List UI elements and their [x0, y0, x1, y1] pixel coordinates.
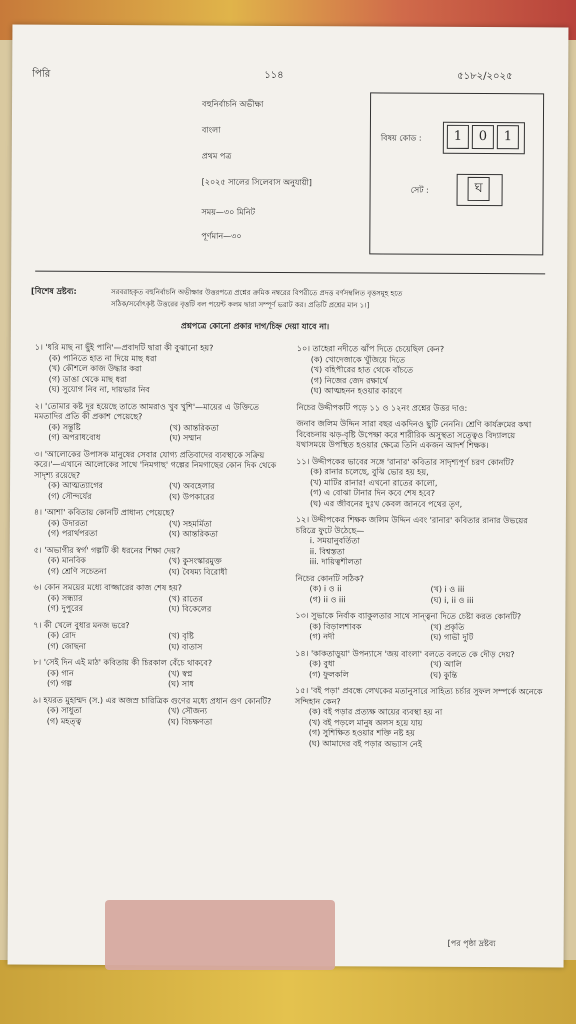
question	[296, 457, 546, 511]
answer-option: (ক) সন্তুষ্টি	[48, 422, 81, 432]
answer-option: ii. বিশ্বস্ততা	[309, 546, 345, 556]
question	[295, 686, 545, 750]
question	[33, 658, 283, 691]
answer-option: (খ) রাতের	[168, 593, 203, 604]
instruction-line-2: সঠিক/সর্বোৎকৃষ্ট উত্তরের বৃত্তটি বল পয়েন্ট কলম দ্বারা সম্পূর্ণ ভরাট কর। প্রতিটি প্রশ্নের মান ১।]	[110, 300, 370, 310]
answer-option: (ঘ) গাভী দুটি	[430, 632, 474, 642]
subject-code-digit: 1	[447, 125, 469, 149]
option-list	[295, 707, 545, 750]
answer-option: (ক) রানার চলেছে, বুঝি ভোর হয় হয়,	[310, 467, 429, 477]
subject-name: বাংলা	[201, 125, 221, 135]
answer-option: (খ) মাটির রানার! এখনো রাতের কালো,	[310, 477, 438, 488]
answer-option: (ক) পানিতে হাত না দিয়ে মাছ ধরা	[48, 353, 157, 363]
answer-option: (গ) এ বোঝা টানার দিন কবে শেষ হবে?	[309, 488, 436, 498]
answer-option: (ঘ) কুন্তি	[430, 670, 458, 680]
divider	[35, 271, 545, 275]
question-stem: ৬। কোন সময়ের মধ্যে বাজ্জারের কাজ শেষ হয়?	[33, 582, 182, 593]
question-stem: ৯। হযরত মুহাম্মদ (স.) এর অজস্র চারিত্রিক গুণের মধ্যে প্রধান গুণ কোনটি?	[32, 695, 272, 706]
answer-option: (ঘ) সাধ	[167, 679, 194, 689]
answer-option: (ঘ) বিচক্ষণতা	[167, 716, 213, 727]
answer-option: (গ) নিজের জেদ রক্ষার্থে	[310, 375, 388, 386]
question	[34, 545, 284, 578]
question-paper	[8, 25, 569, 968]
answer-option: (গ) পরার্থপরতা	[47, 528, 98, 539]
option-list	[35, 353, 285, 396]
redacted-area	[105, 900, 335, 970]
question	[296, 419, 546, 452]
question-stem: ৪। 'আশা' কবিতায় কোনটি প্রাধান্য পেয়েছে?	[33, 507, 175, 518]
answer-option: (ক) বই পড়ার প্রত্যক্ষ আয়ের ব্যবস্থা হয় না	[308, 707, 443, 717]
option-list	[34, 422, 284, 444]
answer-option: (ঘ) সম্মান	[169, 433, 202, 443]
answer-option: (ক) আত্মত্যাগের	[48, 480, 104, 491]
option-list	[33, 593, 283, 615]
question-stem: ১৫। 'বই পড়া' প্রবন্ধে লেখকের মতানুসারে সাহিত্য চর্চার সুফল সম্পর্কে অনেকে সন্দিহান কেন?	[294, 686, 543, 706]
question-stem: ১৪। 'কাকতাড়ুয়া' উপন্যাসে 'জয় বাংলা' বলতে বলতে কে দৌড় দেয়?	[295, 648, 515, 659]
header-left: পিরি	[32, 68, 51, 80]
answer-option: (গ) নদী	[309, 632, 335, 642]
header-code-number: ৫১৮২/২০২৫	[457, 70, 513, 83]
questions-right-column	[295, 344, 547, 756]
subject-code-digit: 0	[472, 125, 494, 149]
code-box	[369, 92, 544, 255]
question	[34, 449, 284, 503]
answer-option: (ক) গান	[47, 668, 74, 678]
answer-option: (ক) বিড়ালশাবক	[309, 621, 362, 631]
answer-option: (ঘ) i, ii ও iii	[430, 595, 474, 605]
paper-name: প্রথম পত্র	[201, 151, 232, 161]
question	[35, 343, 285, 397]
answer-option: (ঘ) বৈষম্য বিরোধী	[168, 566, 228, 577]
exam-time: সময়—৩০ মিনিট	[201, 207, 256, 217]
question	[296, 515, 546, 569]
option-list	[295, 622, 545, 644]
question	[297, 344, 547, 398]
option-list	[34, 556, 284, 578]
header-page-number: ১১৪	[264, 69, 284, 81]
answer-option: (গ) জোছনা	[47, 641, 86, 651]
answer-option: (খ) বহিপীরের হাত থেকে বাঁচতে	[310, 365, 414, 375]
subject-code-label: বিষয় কোড :	[380, 133, 422, 143]
answer-option: (গ) ডাঙা থেকে মাছ ধরা	[48, 374, 127, 384]
question-stem: ১৩। সুভাকে নির্বাক ব্যাকুলতার সাথে সান্ত্বনা দিতে চেষ্টা করত কোনটি?	[295, 611, 522, 622]
set-frame	[457, 174, 503, 206]
set-label: সেট :	[410, 185, 429, 195]
option-list	[34, 518, 284, 540]
exam-type: বহুনির্বাচনি অভীক্ষা	[202, 99, 264, 109]
question	[296, 403, 546, 415]
answer-option: (ক) সন্ধ্যার	[47, 593, 83, 603]
option-list	[297, 355, 547, 398]
set-value: ঘ	[468, 177, 490, 201]
option-list	[33, 631, 283, 653]
subject-code-frame	[443, 122, 525, 154]
answer-option: (খ) সৌজন্য	[167, 706, 208, 716]
answer-option: (খ) বৃষ্টি	[168, 631, 194, 641]
question-stem: ২। 'তোমার কষ্ট দূর হয়েছে তাতে আমরাও খুব খুশি'—মায়ের এ উক্তিতে মমতাদির প্রতি কী প্রকাশ পেয়েছে?	[34, 401, 259, 422]
option-list	[33, 668, 283, 690]
answer-option: (ঘ) আমাদের বই পড়ার অভ্যাস নেই	[308, 738, 423, 749]
question	[295, 611, 545, 644]
question-stem: ৮। 'সেই দিন এই মাঠ' কবিতায় কী চিরকাল বেঁচে থাকবে?	[33, 657, 213, 668]
answer-option: (ক) খোদেজাকে খুঁজিয়ে দিতে	[310, 354, 406, 365]
option-list	[295, 659, 545, 681]
answer-option: (খ) আন্তরিকতা	[169, 422, 219, 433]
answer-option: (ঘ) এর জীবনের দুঃখ কেবল জানবে পথের তৃণ,	[309, 498, 463, 509]
subject-code-digit: 1	[497, 125, 519, 149]
no-mark-note: প্রশ্নপত্রে কোনো প্রকার দাগ/চিহ্ন দেয়া যাবে না।	[180, 321, 330, 332]
question-stem: ৭। কী খেলে বুধার মনজ ভরে?	[33, 620, 130, 630]
footer-note: [পর পৃষ্ঠা দ্রষ্টব্য	[447, 938, 496, 949]
question	[33, 695, 283, 728]
question-stem: ১২। উদ্দীপকের শিক্ষক জলিম উদ্দিন এবং 'রানার' কবিতার রানার উভয়ের চরিত্রে ফুটে উঠেছে—	[295, 515, 528, 535]
answer-option: (গ) সুশিক্ষিত হওয়ার শক্তি নষ্ট হয়	[308, 728, 415, 738]
question-stem: নিচের উদ্দীপকটি পড়ে ১১ ও ১২নং প্রশ্নের উত্তর দাও:	[296, 402, 468, 413]
question	[295, 574, 545, 607]
answer-option: (গ) ফুলকলি	[309, 669, 349, 679]
answer-option: (ঘ) আন্তরিকতা	[168, 529, 219, 539]
answer-option: (ক) রোদ	[47, 630, 76, 640]
answer-option: (গ) শ্রেণি সচেতনা	[47, 566, 107, 576]
answer-option: (ক) বুধা	[309, 659, 335, 669]
answer-option: (ঘ) আত্মহনন হওয়ার কারণে	[310, 386, 403, 396]
option-list	[296, 467, 546, 510]
answer-option: i. সময়ানুবর্তিতা	[309, 536, 360, 546]
answer-option: (গ) মহত্ত্ব	[46, 716, 82, 726]
answer-option: (গ) সৌন্দর্যের	[47, 491, 92, 501]
answer-option: (ক) মানবিক	[47, 555, 86, 565]
question	[33, 583, 283, 616]
answer-option: (ঘ) বিকেলের	[168, 604, 212, 614]
answer-option: (খ) অবহেলার	[169, 481, 215, 491]
answer-option: (খ) স্বপ্ন	[168, 668, 193, 679]
question-stem: জনাব জলিম উদ্দিন সারা বছর একদিনও ছুটি নেননি। শ্রেণি কার্যক্রমের কথা বিবেচনায় ঝড়-বৃষ্টি উপেক্ষা করে শারীরিক অসুস্থতা সত্ত্বেও বিদ্যালয়ে যথাসময়ে উপস্থিত হওয়ার ক্ষেত্রে তিনি একজন আদর্শ শিক্ষক।	[296, 419, 532, 451]
question	[34, 508, 284, 541]
answer-option: (খ) কৌশলে কাজ উদ্ধার করা	[48, 363, 142, 374]
answer-option: (খ) কুসংস্কারমুক্ত	[168, 556, 222, 566]
answer-option: (ক) সাধুতা	[46, 705, 82, 715]
answer-option: (ক) i ও ii	[309, 584, 342, 594]
answer-option: iii. দায়িত্বশীলতা	[309, 557, 362, 567]
answer-option: (ঘ) সুযোগ নিব না, দায়ভার নিব	[48, 384, 150, 395]
answer-option: (গ) গল্প	[46, 678, 73, 688]
question	[34, 401, 284, 444]
answer-option: (গ) ii ও iii	[309, 594, 346, 604]
question	[295, 649, 545, 682]
instruction-line-1: সরবরাহকৃত বহুনির্বাচনি অভীক্ষার উত্তরপত্রে প্রশ্নের ক্রমিক নম্বরের বিপরীতে প্রদত্ত বর্ণসম্বলিত বৃত্তসমূহ হতে	[111, 288, 403, 298]
questions-left-column	[33, 343, 285, 734]
question-stem: ১০। তাহেরা নদীতে ঝাঁপ দিতে চেয়েছিল কেন?	[296, 344, 445, 354]
question-stem: ১১। উদ্দীপকের ভাবের সঙ্গে 'রানার' কবিতার সাদৃশ্যপূর্ণ চরণ কোনটি?	[296, 456, 515, 467]
answer-option: (ঘ) বাতাস	[168, 641, 203, 652]
question-stem: ৫। 'অভাগীর স্বর্গ' গল্পটি কী ধরনের শিক্ষা দেয়?	[33, 545, 181, 555]
answer-option: (খ) i ও iii	[430, 584, 465, 594]
answer-option: (ঘ) উপকারের	[168, 491, 215, 502]
option-list	[34, 481, 284, 503]
question	[33, 620, 283, 653]
answer-option: (খ) বই পড়লে মানুষ অলস হয়ে যায়	[308, 717, 423, 728]
answer-option: (খ) আলি	[430, 659, 462, 669]
option-list	[33, 706, 283, 728]
answer-option: (গ) দুপুরের	[47, 603, 84, 613]
question-stem: নিচের কোনটি সঠিক?	[295, 573, 364, 583]
option-list	[296, 536, 546, 569]
answer-option: (গ) অপরাধবোধ	[48, 432, 101, 443]
option-list	[295, 584, 545, 606]
answer-option: (খ) প্রকৃতি	[430, 622, 465, 632]
question-stem: ১। 'ধরি মাছ না ছুঁই পানি'—প্রবাদটি দ্বারা কী বুঝানো হয়?	[34, 342, 214, 353]
question-stem: ৩। 'আলোকের উপাসক মানুষের সেবার যোগ্য প্রতিবাদের ব্যবস্থাকে সক্রিয় করে।'—এখানে আলোকের সাথে 'নিমগাছ' গল্পের নিমগাছের কোন দিক থেকে সাদৃশ্য রয়েছে?	[34, 449, 277, 480]
syllabus-note: [২০২৫ সালের সিলেবাস অনুযায়ী]	[201, 177, 312, 188]
instruction-label: [বিশেষ দ্রষ্টব্য:	[31, 286, 77, 296]
full-marks: পূর্ণমান—৩০	[201, 231, 242, 241]
answer-option: (ক) উদারতা	[47, 518, 88, 528]
answer-option: (খ) সহমর্মিতা	[168, 518, 212, 529]
